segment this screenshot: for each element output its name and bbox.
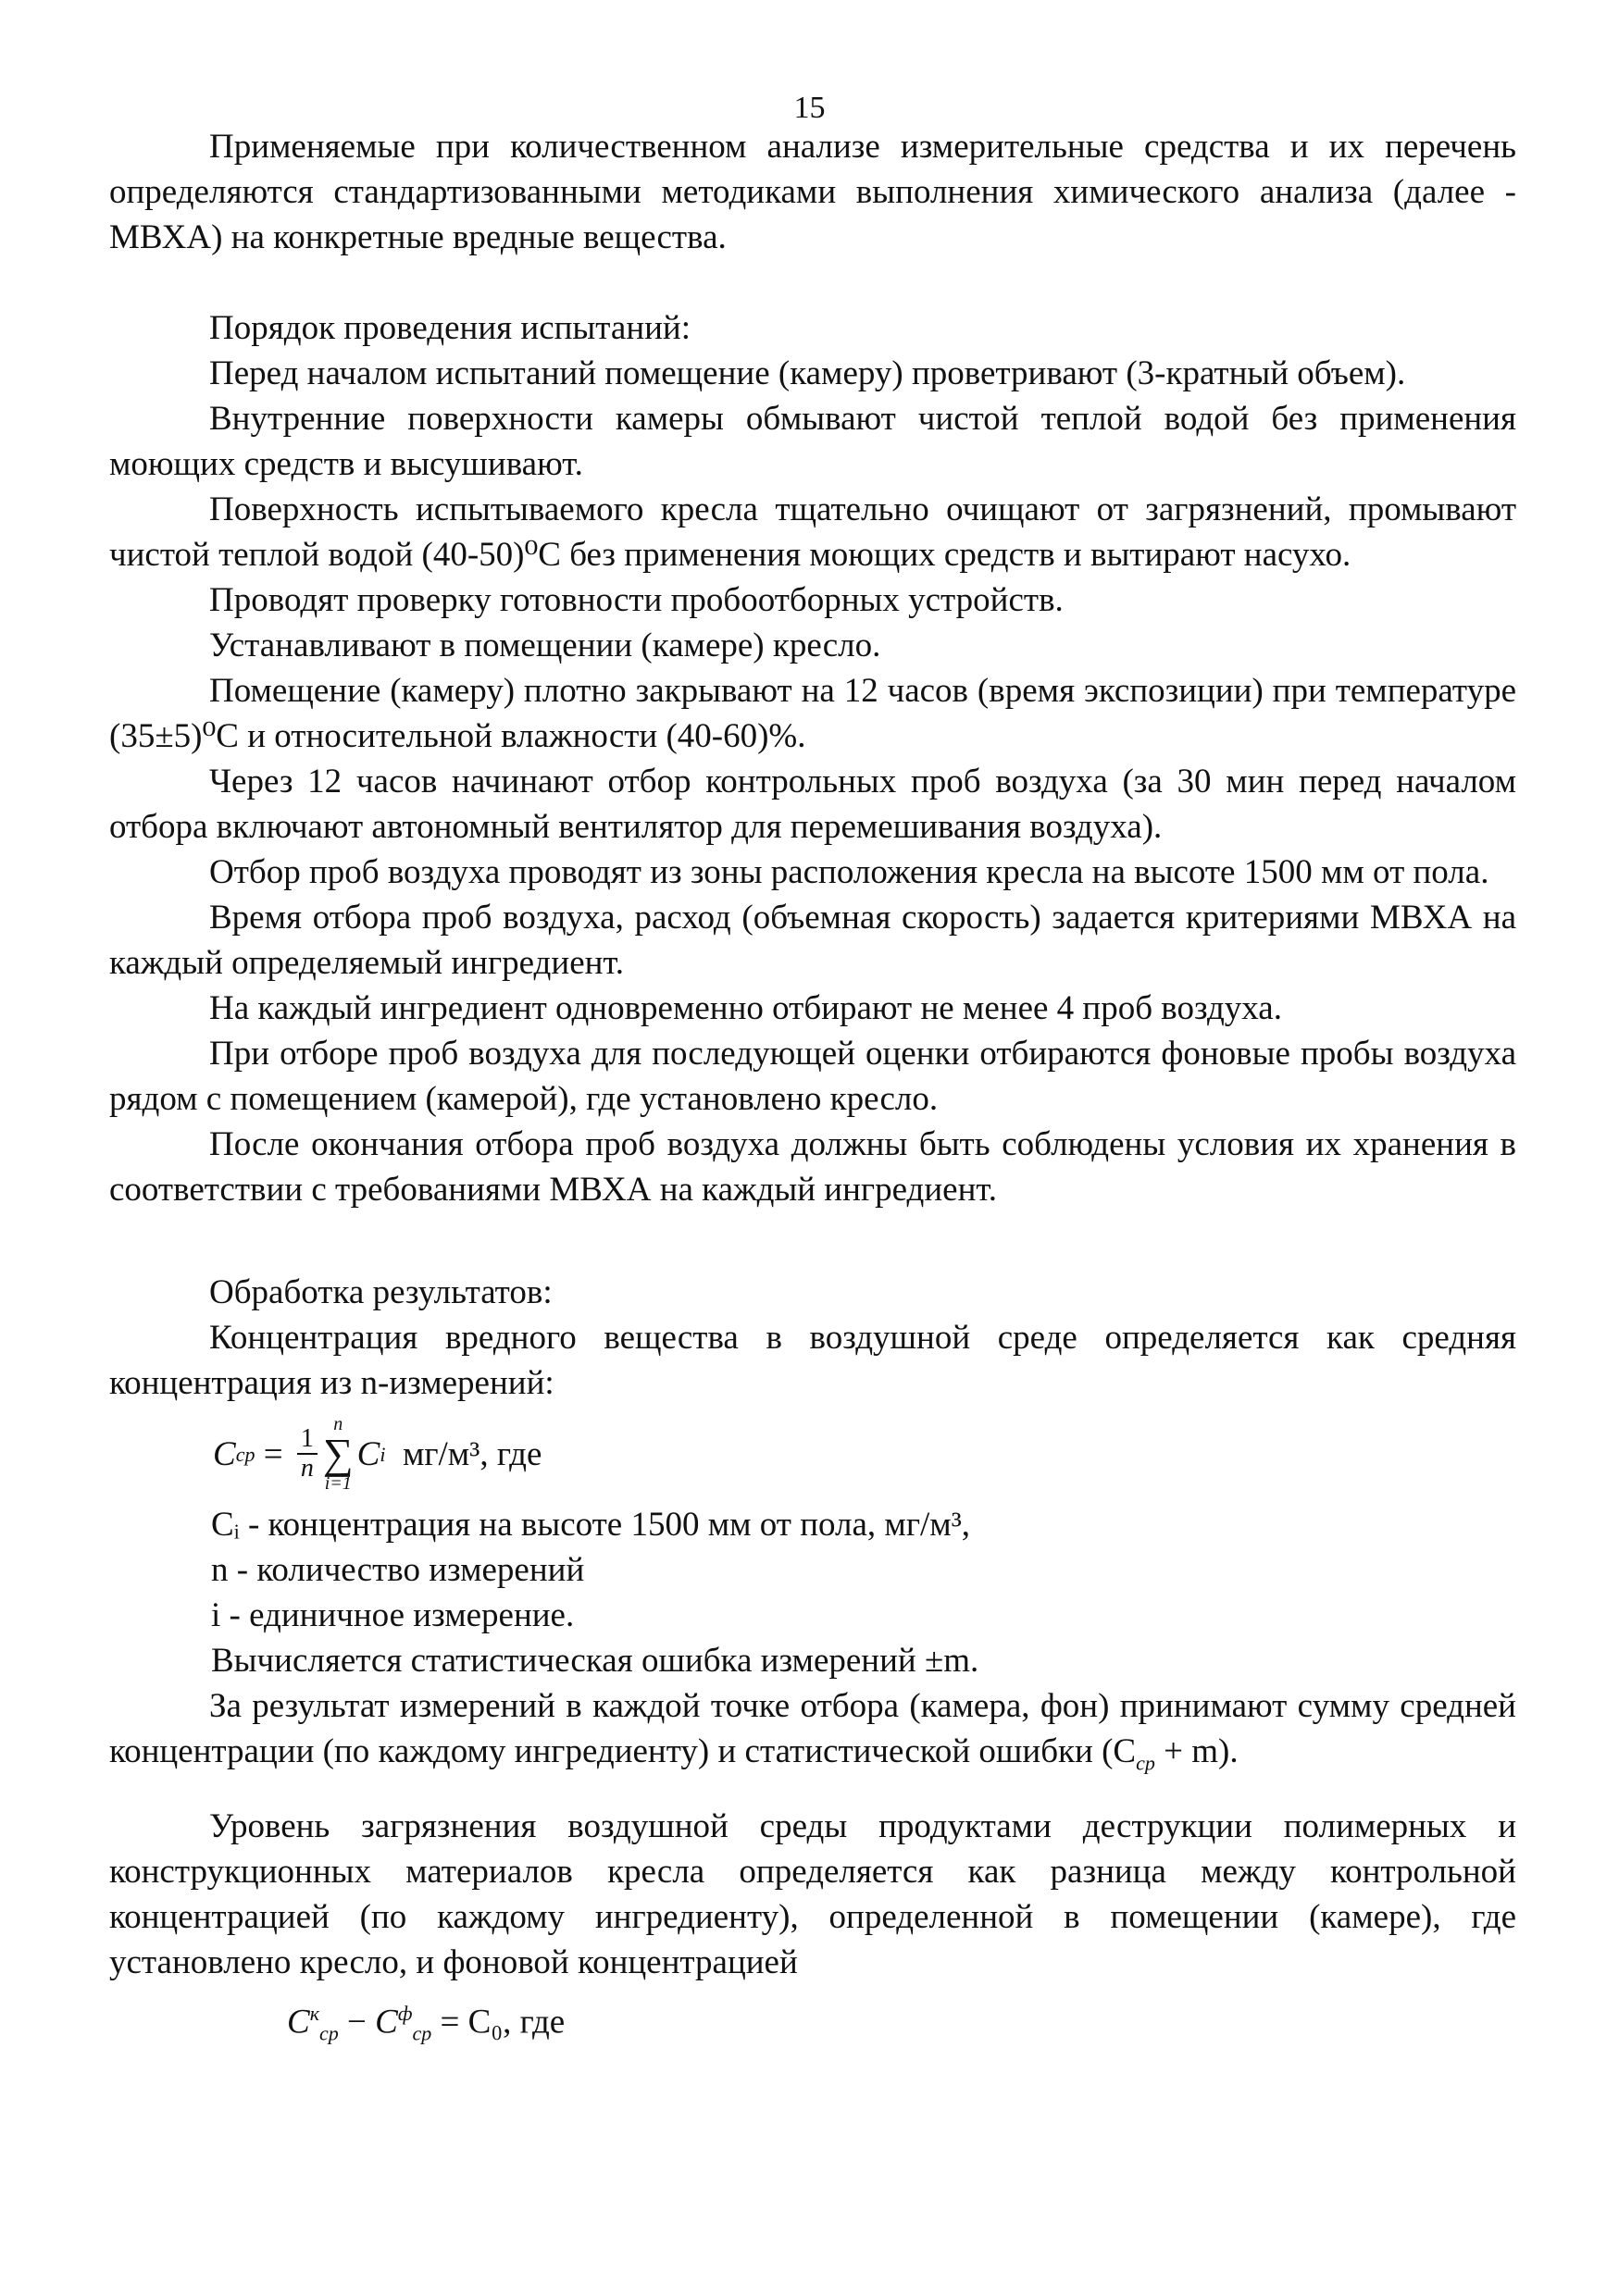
summation-sign: n ∑ i=1 xyxy=(322,1414,354,1494)
page-body xyxy=(109,124,1516,2056)
definition-line: Cᵢ - концентрация на высоте 1500 мм от пола, мг/м³, xyxy=(211,1506,971,1544)
formula-term: C xyxy=(356,1434,380,1473)
procedure-item: Проводят проверку готовности пробоотборных устройств. xyxy=(209,581,1064,619)
definitions-block xyxy=(109,1502,1516,1683)
formula2-term-b: C xyxy=(375,2003,398,2042)
procedure-item: Устанавливают в помещении (камере) кресло. xyxy=(209,627,881,664)
result-paragraph xyxy=(109,1683,1516,1785)
formula-lhs-sub: cp xyxy=(235,1442,255,1466)
procedure-item: При отборе проб воздуха для последующей оценки отбираются фоновые пробы воздуха рядом с помещением (камерой), где установлено кресло. xyxy=(109,1035,1516,1118)
results-intro: Концентрация вредного вещества в воздушной среде определяется как средняя концентрация из n-измерений: xyxy=(109,1319,1516,1402)
procedure-item: Помещение (камеру) плотно закрывают на 12 часов (время экспозиции) при температуре (35±5)⁰С и относительной влажности (40-60)%. xyxy=(109,672,1516,755)
procedure-item: На каждый ингредиент одновременно отбирают не менее 4 проб воздуха. xyxy=(209,989,1282,1027)
procedure-item: Поверхность испытываемого кресла тщательно очищают от загрязнений, промывают чистой теплой водой (40-50)⁰С без применения моющих средств и вытирают насухо. xyxy=(109,490,1516,574)
error-line: Вычисляется статистическая ошибка измерений ±m. xyxy=(211,1642,979,1680)
procedure-item: Внутренние поверхности камеры обмывают чистой теплой водой без применения моющих средств и высушивают. xyxy=(109,400,1516,483)
sum-lower-limit: i=1 xyxy=(324,1473,352,1494)
formula-units: мг/м³, где xyxy=(402,1434,542,1473)
sum-upper-limit: n xyxy=(333,1414,343,1434)
formula-term-sub: i xyxy=(380,1442,386,1466)
procedure-item: После окончания отбора проб воздуха должны быть соблюдены условия их хранения в соответствии с требованиями МВХА на каждый ингредиент. xyxy=(109,1125,1516,1209)
procedure-item: Через 12 часов начинают отбор контрольных проб воздуха (за 30 мин перед началом отбора включают автономный вентилятор для перемешивания воздуха). xyxy=(109,763,1516,846)
formula2-a-sup: к xyxy=(309,2002,319,2026)
procedure-heading: Порядок проведения испытаний: xyxy=(209,309,691,347)
formula2-b-sup: ф xyxy=(397,2002,413,2026)
page-number: 15 xyxy=(793,91,826,125)
mean-concentration-formula: C cp = $\frac{1}{n}$ n ∑ i=1 C i мг/м³, где xyxy=(213,1414,542,1494)
procedure-item: Отбор проб воздуха проводят из зоны расположения кресла на высоте 1500 мм от пола. xyxy=(209,853,1489,891)
formula-fraction xyxy=(297,1425,318,1483)
results-heading: Обработка результатов: xyxy=(209,1273,553,1311)
definition-line: n - количество измерений xyxy=(211,1551,585,1589)
pollution-paragraph: Уровень загрязнения воздушной среды продуктами деструкции полимерных и конструкционных материалов кресла определяется как разница между контрольной концентрацией (по каждому ингредиенту), определенной в помещении (камере), где установлено кресло, и фоновой концентрацией xyxy=(109,1807,1516,1982)
formula2-minus: − xyxy=(338,2003,376,2042)
definition-line: i - единичное измерение. xyxy=(211,1596,575,1634)
pollution-formula xyxy=(109,1991,1516,2056)
formula2-term-a: C xyxy=(287,2003,310,2042)
formula-lhs: C xyxy=(213,1434,236,1473)
result-tail: + m). xyxy=(1154,1732,1239,1770)
formula2-tail: = C₀, где xyxy=(431,2003,566,2042)
fraction-numerator: 1 xyxy=(300,1424,314,1453)
formula2-b-sub: cp xyxy=(412,2022,432,2046)
result-text: За результат измерений в каждой точке отбора (камера, фон) принимают сумму средней концентрации (по каждому ингредиенту) и статистической ошибки (C xyxy=(109,1687,1516,1770)
fraction-denominator: n xyxy=(300,1454,314,1483)
intro-paragraph: Применяемые при количественном анализе измерительные средства и их перечень определяются стандартизованными методиками выполнения химического анализа (далее - МВХА) на конкретные вредные вещества. xyxy=(109,128,1516,256)
result-sub: cp xyxy=(1136,1751,1155,1775)
formula2-a-sub: cp xyxy=(318,2022,339,2046)
procedure-item: Время отбора проб воздуха, расход (объемная скорость) задается критериями МВХА на каждый определяемый ингредиент. xyxy=(109,899,1516,982)
procedure-item: Перед началом испытаний помещение (камеру) проветривают (3-кратный объем). xyxy=(209,354,1406,392)
